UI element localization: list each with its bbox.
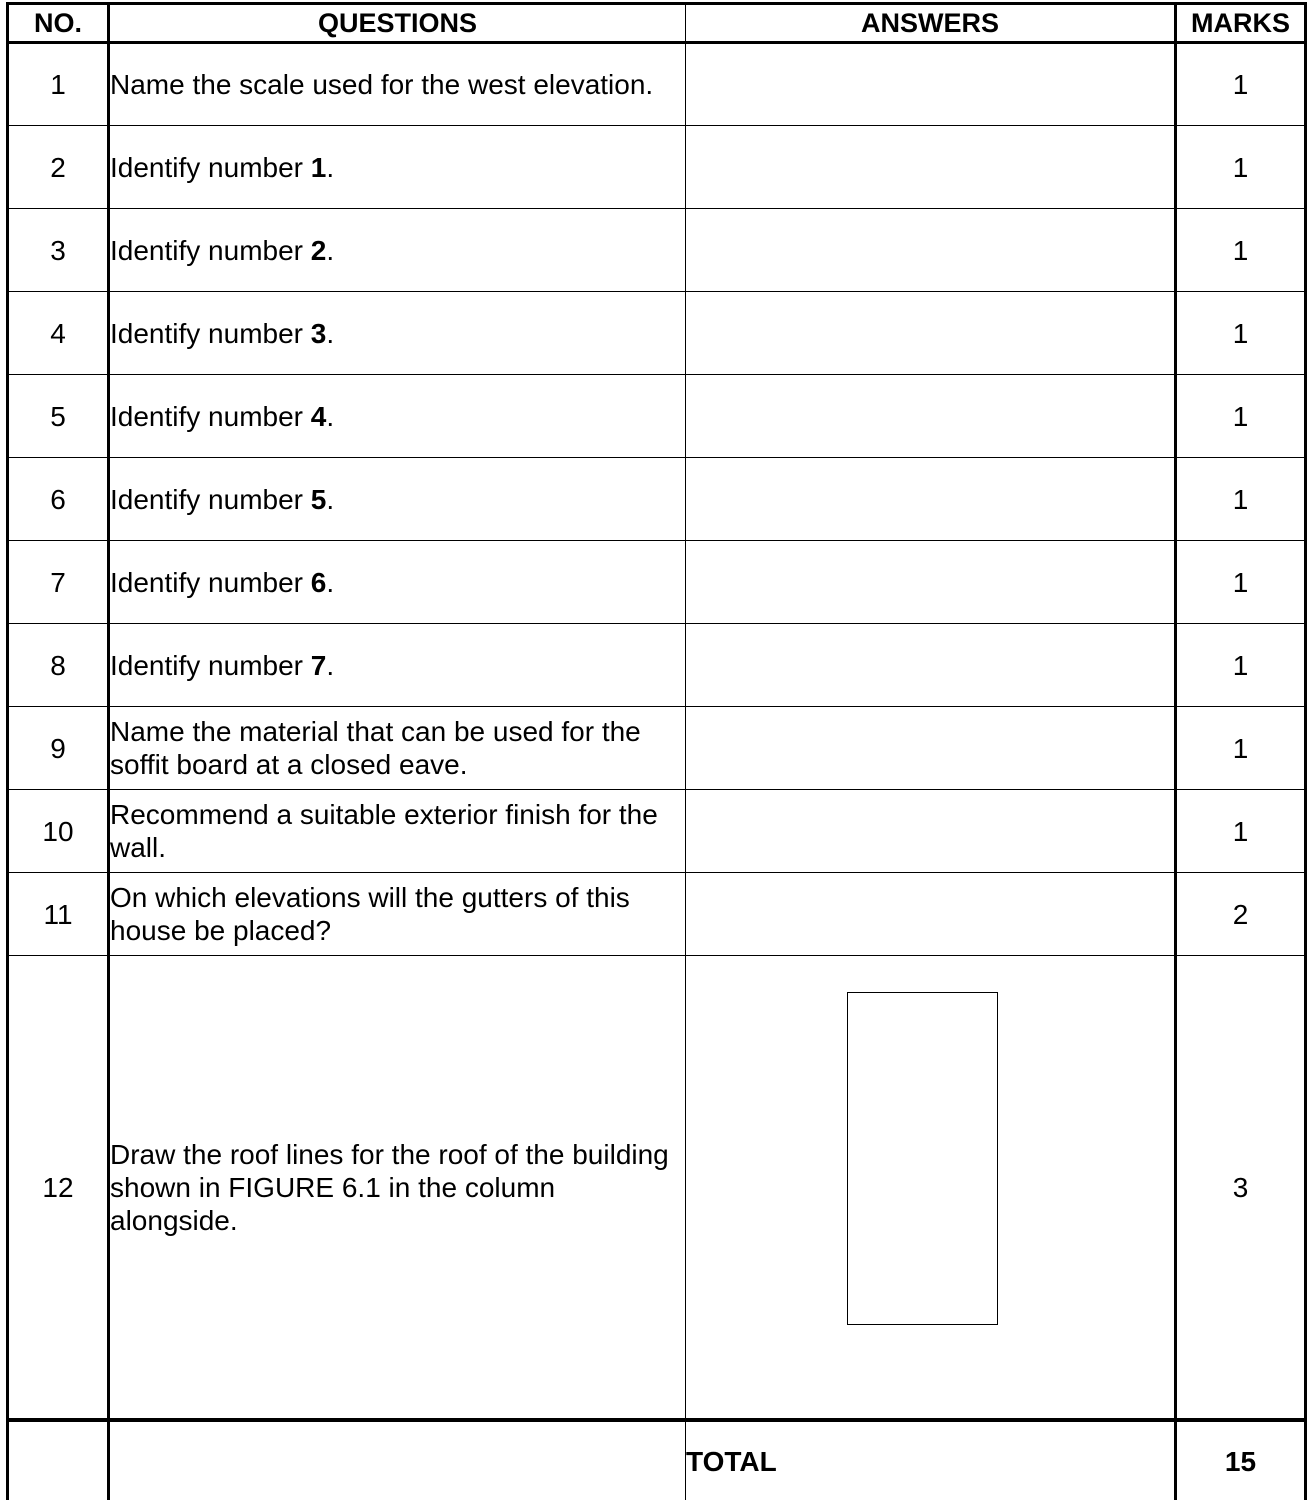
table-row <box>8 790 1306 873</box>
marks-value: 1 <box>1176 126 1306 209</box>
answer-cell[interactable] <box>686 375 1176 458</box>
question-text: Identify number 4. <box>109 375 686 458</box>
row-number: 9 <box>8 707 109 790</box>
marks-value: 1 <box>1176 624 1306 707</box>
header-answers: ANSWERS <box>686 4 1176 43</box>
row-number: 2 <box>8 126 109 209</box>
header-no: NO. <box>8 4 109 43</box>
header-questions: QUESTIONS <box>109 4 686 43</box>
row-number: 12 <box>8 956 109 1421</box>
question-text: On which elevations will the gutters of this house be placed? <box>109 873 686 956</box>
total-blank-question <box>109 1420 686 1500</box>
answer-cell[interactable] <box>686 292 1176 375</box>
question-text: Identify number 3. <box>109 292 686 375</box>
row-number: 11 <box>8 873 109 956</box>
row-number: 4 <box>8 292 109 375</box>
question-text: Name the scale used for the west elevation. <box>109 43 686 126</box>
marks-value: 1 <box>1176 790 1306 873</box>
answer-cell[interactable] <box>686 458 1176 541</box>
answer-cell[interactable] <box>686 541 1176 624</box>
marks-value: 1 <box>1176 541 1306 624</box>
total-value: 15 <box>1176 1420 1306 1500</box>
row-number: 7 <box>8 541 109 624</box>
answer-cell[interactable] <box>686 624 1176 707</box>
question-text: Recommend a suitable exterior finish for the wall. <box>109 790 686 873</box>
question-text: Identify number 6. <box>109 541 686 624</box>
answer-table <box>6 2 1307 1500</box>
marks-value: 1 <box>1176 458 1306 541</box>
question-text: Identify number 7. <box>109 624 686 707</box>
building-outline-rectangle <box>847 992 998 1325</box>
row-number: 1 <box>8 43 109 126</box>
table-row <box>8 375 1306 458</box>
total-blank-no <box>8 1420 109 1500</box>
marks-value: 1 <box>1176 375 1306 458</box>
marks-value: 3 <box>1176 956 1306 1421</box>
marks-value: 1 <box>1176 209 1306 292</box>
total-row <box>8 1420 1306 1500</box>
answer-cell[interactable] <box>686 126 1176 209</box>
row-number: 3 <box>8 209 109 292</box>
table-row <box>8 126 1306 209</box>
question-text: Identify number 1. <box>109 126 686 209</box>
answer-cell[interactable] <box>686 707 1176 790</box>
question-text: Identify number 5. <box>109 458 686 541</box>
answer-cell[interactable] <box>686 209 1176 292</box>
header-marks: MARKS <box>1176 4 1306 43</box>
drawing-area <box>686 956 1174 1418</box>
table-row <box>8 624 1306 707</box>
table-row <box>8 541 1306 624</box>
question-text: Name the material that can be used for the soffit board at a closed eave. <box>109 707 686 790</box>
question-text: Draw the roof lines for the roof of the building shown in FIGURE 6.1 in the column alongside. <box>109 956 686 1421</box>
row-number: 6 <box>8 458 109 541</box>
marks-value: 1 <box>1176 43 1306 126</box>
drawing-answer-cell[interactable] <box>686 956 1176 1421</box>
table-row <box>8 458 1306 541</box>
row-number: 8 <box>8 624 109 707</box>
marks-value: 1 <box>1176 292 1306 375</box>
table-row <box>8 292 1306 375</box>
answer-cell[interactable] <box>686 873 1176 956</box>
marks-value: 1 <box>1176 707 1306 790</box>
table-row <box>8 209 1306 292</box>
question-text: Identify number 2. <box>109 209 686 292</box>
question-rows <box>8 43 1306 1500</box>
header-row <box>8 4 1306 43</box>
total-label: TOTAL <box>686 1420 1176 1500</box>
row-number: 5 <box>8 375 109 458</box>
table-row <box>8 707 1306 790</box>
answer-cell[interactable] <box>686 790 1176 873</box>
table-row-drawing <box>8 956 1306 1421</box>
answer-cell[interactable] <box>686 43 1176 126</box>
marks-value: 2 <box>1176 873 1306 956</box>
table-row <box>8 43 1306 126</box>
table-row <box>8 873 1306 956</box>
row-number: 10 <box>8 790 109 873</box>
